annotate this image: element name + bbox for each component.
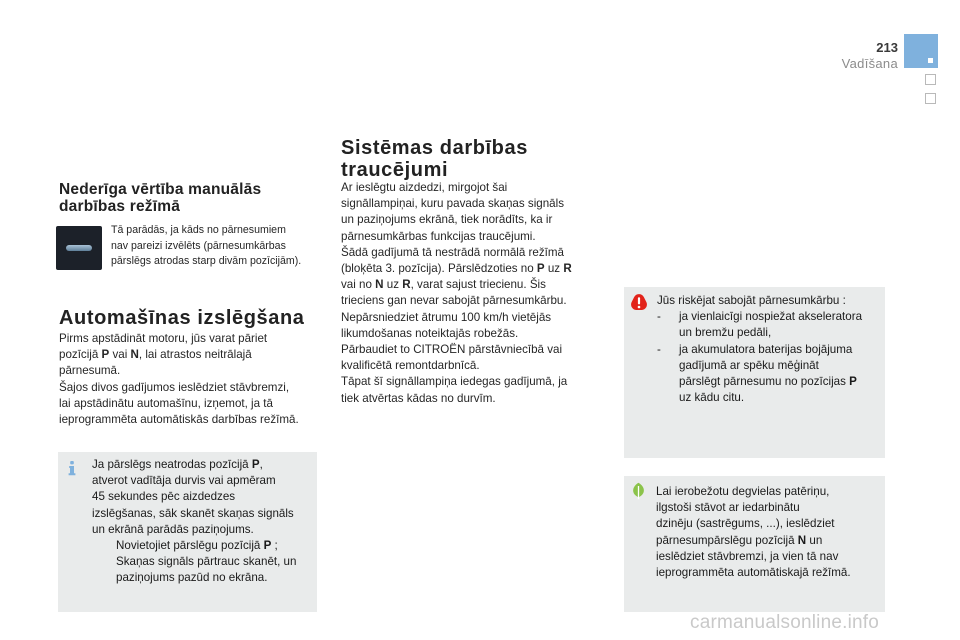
invalid-value-description [111, 223, 329, 270]
text-line: Šādā gadījumā tā nestrādā normālā režīmā [341, 245, 564, 259]
text-segment: vai no [341, 278, 376, 292]
malfunction-paragraph [341, 180, 603, 407]
text-line: Pārbaudiet to CITROËN pārstāvniecībā vai [341, 343, 563, 357]
switch-off-paragraph [59, 331, 321, 428]
text-segment: (bloķēta 3. pozīcija). Pārslēdzoties no [341, 262, 537, 276]
text-line: Šajos divos gadījumos ieslēdziet stāvbremzi, [59, 380, 290, 394]
heading-line: Sistēmas darbības [341, 137, 528, 159]
text-line: Tā parādās, ja kāds no pārnesumiem [111, 224, 286, 236]
gear-letter: N [797, 533, 807, 547]
text-line: gadījumā ar spēku mēģināt [679, 358, 819, 372]
section-heading-switch-off: Automašīnas izslēgšana [59, 307, 305, 329]
eco-leaf-icon [630, 482, 647, 500]
gear-letter: N [130, 348, 139, 362]
warning-icon [630, 294, 648, 311]
gear-letter: N [375, 278, 384, 292]
text-line: kvalificētā remontdarbnīcā. [341, 359, 480, 373]
eco-tip-text [656, 484, 878, 581]
text-segment: Ja pārslēgs neatrodas pozīcijā [92, 458, 252, 471]
gear-letter: P [251, 458, 260, 471]
list-item [92, 538, 313, 587]
text-segment: , varat sajust triecienu. Šis [410, 278, 546, 292]
dash-mark: - [657, 310, 661, 324]
gear-letter: P [101, 348, 110, 362]
text-line: 45 sekundes pēc aizdedzes [92, 490, 236, 504]
chapter-tab [925, 74, 936, 85]
text-line: uz kādu citu. [679, 391, 745, 405]
text-line: un paziņojums ekrānā, tiek norādīts, ka ir [341, 213, 553, 227]
page-number: 213 [876, 40, 898, 55]
text-line: atverot vadītāja durvis vai apmēram [92, 474, 276, 488]
text-line: ieslēdziet stāvbremzi, ja vien tā nav [656, 549, 839, 563]
text-line: ja vienlaicīgi nospiežat akseleratora [679, 310, 863, 324]
section-heading-invalid-value [59, 181, 319, 215]
text-segment: , [259, 458, 263, 471]
text-segment: ; [271, 539, 278, 553]
chapter-tab [925, 93, 936, 104]
text-line: un ekrānā parādās paziņojums. [92, 522, 254, 536]
text-line: lai apstādinātu automašīnu, izņemot, ja tā [59, 396, 273, 410]
text-line: Jūs riskējat sabojāt pārnesumkārbu : [657, 294, 846, 307]
text-line: izslēgšanas, sāk skanēt skaņas signāls [92, 506, 294, 520]
text-segment: , lai atrastos neitrālajā [138, 348, 252, 362]
text-line: Nepārsniedziet ātrumu 100 km/h vietējās [341, 310, 552, 324]
heading-line: traucējumi [341, 159, 449, 181]
gear-display-icon [56, 226, 102, 270]
text-line [656, 533, 878, 549]
gear-letter: P [263, 539, 272, 553]
text-segment: pozīcijā [59, 348, 102, 362]
text-segment: vai [109, 348, 131, 362]
text-segment: pārnesumpārslēgu pozīcijā [656, 533, 798, 547]
section-heading-malfunction [341, 137, 603, 181]
text-line: Tāpat šī signāllampiņa iedegas gadījumā, ja [341, 375, 568, 389]
text-line: ieprogrammēta automātiskās darbības režīmā. [59, 413, 299, 427]
text-line: pārslēgs atrodas starp divām pozīcijām). [111, 255, 302, 268]
text-line: pārnesumā. [59, 364, 121, 378]
dash-mark: - [657, 342, 661, 356]
tab-marker [928, 58, 933, 63]
display-bar [66, 245, 92, 251]
chapter-tab-active [904, 34, 938, 68]
heading-line: darbības režīmā [59, 198, 181, 215]
text-segment: pārslēgt pārnesumu no pozīcijas [679, 375, 850, 389]
text-segment: uz [544, 262, 564, 276]
watermark: carmanualsonline.info [690, 612, 880, 633]
list-item [657, 342, 879, 407]
gear-letter: P [536, 262, 545, 276]
text-line: dzinēju (sastrēgums, ...), ieslēdziet [656, 517, 835, 531]
text-line: ieprogrammēta automātiskajā režīmā. [656, 566, 851, 580]
text-line: Skaņas signāls pārtrauc skanēt, un [116, 555, 297, 569]
heading-line: Nederīga vērtība manuālās [59, 181, 262, 198]
text-segment: uz [383, 278, 403, 292]
text-line: paziņojums pazūd no ekrāna. [116, 571, 268, 585]
bullet-mark [92, 538, 116, 587]
info-box-text [92, 457, 313, 587]
warning-box-text [657, 293, 879, 406]
text-line: Lai ierobežotu degvielas patēriņu, [656, 485, 830, 498]
gear-letter: P [849, 375, 857, 389]
list-item-text [679, 342, 879, 407]
text-line [92, 457, 313, 473]
text-line: Pirms apstādināt motoru, jūs varat pāriet [59, 332, 268, 345]
text-segment: Novietojiet pārslēgu pozīcijā [116, 539, 264, 553]
text-line: ilgstoši stāvot ar iedarbinātu [656, 501, 800, 515]
text-line: nav pareizi izvēlēts (pārnesumkārbas [111, 239, 286, 252]
info-icon [64, 460, 80, 476]
list-item-text [679, 309, 879, 341]
gear-letter: R [402, 278, 411, 292]
text-line: pārnesumkārbas funkcijas traucējumi. [341, 229, 536, 243]
list-item-text [116, 538, 313, 587]
gear-letter: R [563, 262, 572, 276]
text-line: trieciens gan nevar sabojāt pārnesumkārbu. [341, 294, 567, 308]
text-line: signāllampiņai, kuru pavada skaņas signāls [341, 197, 564, 211]
text-line: ja akumulatora baterijas bojājuma [679, 342, 853, 356]
text-segment: un [806, 533, 823, 547]
text-line: likumdošanas noteiktajās robežās. [341, 326, 519, 340]
text-line: tiek atvērtas kādas no durvīm. [341, 391, 496, 405]
text-line: un bremžu pedāli, [679, 326, 772, 340]
section-title: Vadīšana [841, 56, 898, 71]
list-item [657, 309, 879, 341]
text-line: Ar ieslēgtu aizdedzi, mirgojot šai [341, 181, 508, 194]
